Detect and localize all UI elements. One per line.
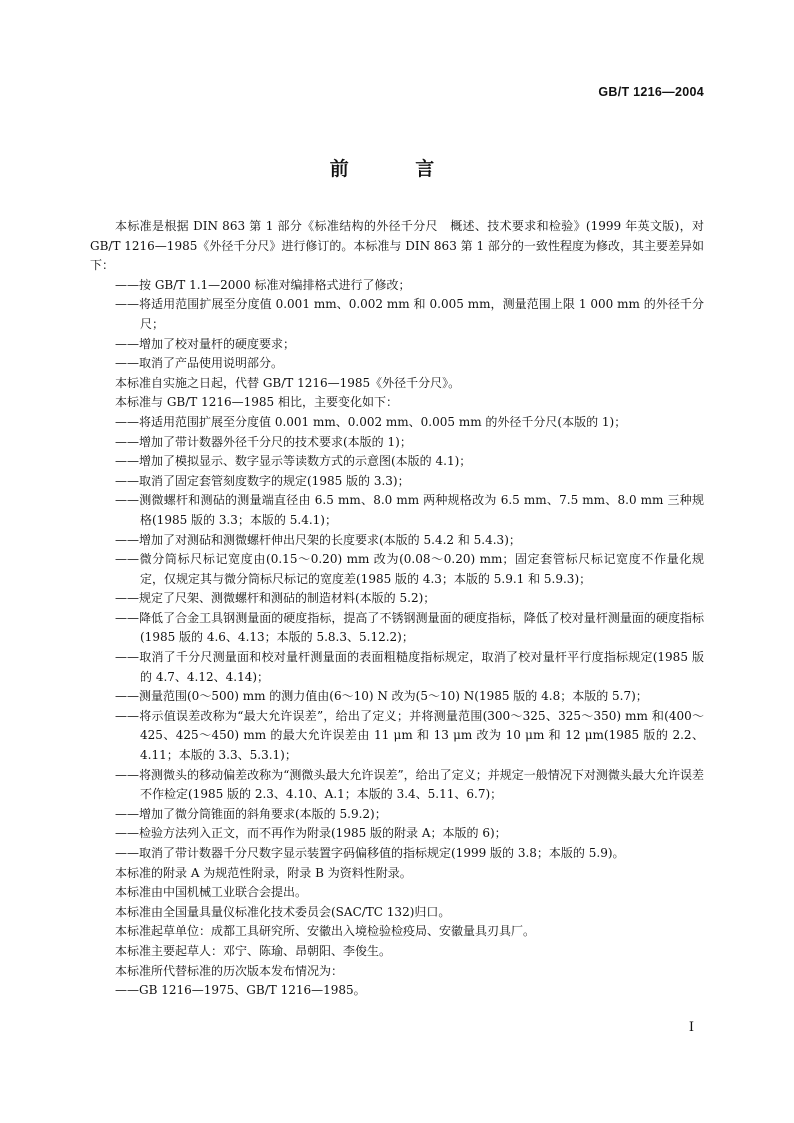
list-item: ——增加了模拟显示、数字显示等读数方式的示意图(本版的 4.1)； <box>115 454 472 469</box>
list-item: ——取消了产品使用说明部分。 <box>115 356 284 371</box>
paragraph: 本标准与 GB/T 1216—1985 相比，主要变化如下： <box>115 395 398 410</box>
page-title: 前 言 <box>329 158 465 180</box>
paragraph: 本标准是根据 DIN 863 第 1 部分《标准结构的外径千分尺 概述、技术要求和检验》(1999 年英文版)，对 GB/T 1216—1985《外径千分尺》进行修订的。本标准与 DIN 863 第 1 部分的一致性程度为修改，其主要差异如下： <box>90 219 704 273</box>
list-item: ——GB 1216—1975、GB/T 1216—1985。 <box>115 983 366 998</box>
list-item: ——将示值误差改称为“最大允许误差”，给出了定义；并将测量范围(300～325、325～350) mm 和(400～425、425～450) mm 的最大允许误差由 11 μm 和 13 μm 改为 10 μm 和 12 μm(1985 版的 2.2、4.11；本版的 3.3、5.3.1)； <box>115 708 704 763</box>
foreword-body <box>90 217 704 1001</box>
list-item: ——按 GB/T 1.1—2000 标准对编排格式进行了修改； <box>115 277 411 292</box>
paragraph: 本标准自实施之日起，代替 GB/T 1216—1985《外径千分尺》。 <box>115 375 461 390</box>
list-item: ——增加了校对量杆的硬度要求； <box>115 336 296 351</box>
paragraph: 本标准所代替标准的历次版本发布情况为： <box>115 963 344 978</box>
list-item: ——取消了带计数器千分尺数字显示装置字码偏移值的指标规定(1999 版的 3.8；本版的 5.9)。 <box>115 846 625 860</box>
list-item: ——将适用范围扩展至分度值 0.001 mm、0.002 mm 和 0.005 mm，测量范围上限 1 000 mm 的外径千分尺； <box>115 297 704 331</box>
list-item: ——测微螺杆和测砧的测量端直径由 6.5 mm、8.0 mm 两种规格改为 6.5 mm、7.5 mm、8.0 mm 三种规格(1985 版的 3.3；本版的 5.4.1)； <box>115 493 704 527</box>
paragraph: 本标准起草单位：成都工具研究所、安徽出入境检验检疫局、安徽量具刃具厂。 <box>115 924 536 939</box>
paragraph: 本标准由中国机械工业联合会提出。 <box>115 885 308 900</box>
list-item: ——将适用范围扩展至分度值 0.001 mm、0.002 mm、0.005 mm 的外径千分尺(本版的 1)； <box>115 414 627 429</box>
page-number: I <box>688 1020 694 1035</box>
list-item: ——降低了合金工具钢测量面的硬度指标，提高了不锈钢测量面的硬度指标，降低了校对量杆测量面的硬度指标(1985 版的 4.6、4.13；本版的 5.8.3、5.12.2)； <box>115 610 704 645</box>
list-item: ——微分筒标尺标记宽度由(0.15～0.20) mm 改为(0.08～0.20) mm；固定套管标尺标记宽度不作量化规定，仅规定其与微分筒标尺标记的宽度差(1985 版的 4.3；本版的 5.9.1 和 5.9.3)； <box>115 552 704 586</box>
paragraph: 本标准的附录 A 为规范性附录，附录 B 为资料性附录。 <box>115 865 412 880</box>
paragraph: 本标准主要起草人：邓宁、陈瑜、昂朝阳、李俊生。 <box>115 943 392 958</box>
list-item: ——取消了千分尺测量面和校对量杆测量面的表面粗糙度指标规定，取消了校对量杆平行度指标规定(1985 版的 4.7、4.12、4.14)； <box>115 650 704 684</box>
list-item: ——规定了尺架、测微螺杆和测砧的制造材料(本版的 5.2)； <box>115 591 436 606</box>
list-item: ——增加了带计数器外径千分尺的技术要求(本版的 1)； <box>115 434 412 449</box>
list-item: ——测量范围(0～500) mm 的测力值由(6～10) N 改为(5～10) N(1985 版的 4.8；本版的 5.7)； <box>115 689 648 704</box>
list-item: ——增加了微分筒锥面的斜角要求(本版的 5.9.2)； <box>115 806 387 821</box>
list-item: ——将测微头的移动偏差改称为“测微头最大允许误差”，给出了定义；并规定一般情况下对测微头最大允许误差不作检定(1985 版的 2.3、4.10、A.1；本版的 3.4、5.11、6.7)； <box>115 767 704 802</box>
list-item: ——增加了对测砧和测微螺杆伸出尺架的长度要求(本版的 5.4.2 和 5.4.3)； <box>115 532 521 547</box>
standard-code: GB/T 1216—2004 <box>598 85 704 99</box>
paragraph: 本标准由全国量具量仪标准化技术委员会(SAC/TC 132)归口。 <box>115 904 451 919</box>
list-item: ——检验方法列入正文，而不再作为附录(1985 版的附录 A；本版的 6)； <box>115 826 507 841</box>
list-item: ——取消了固定套管刻度数字的规定(1985 版的 3.3)； <box>115 473 410 488</box>
